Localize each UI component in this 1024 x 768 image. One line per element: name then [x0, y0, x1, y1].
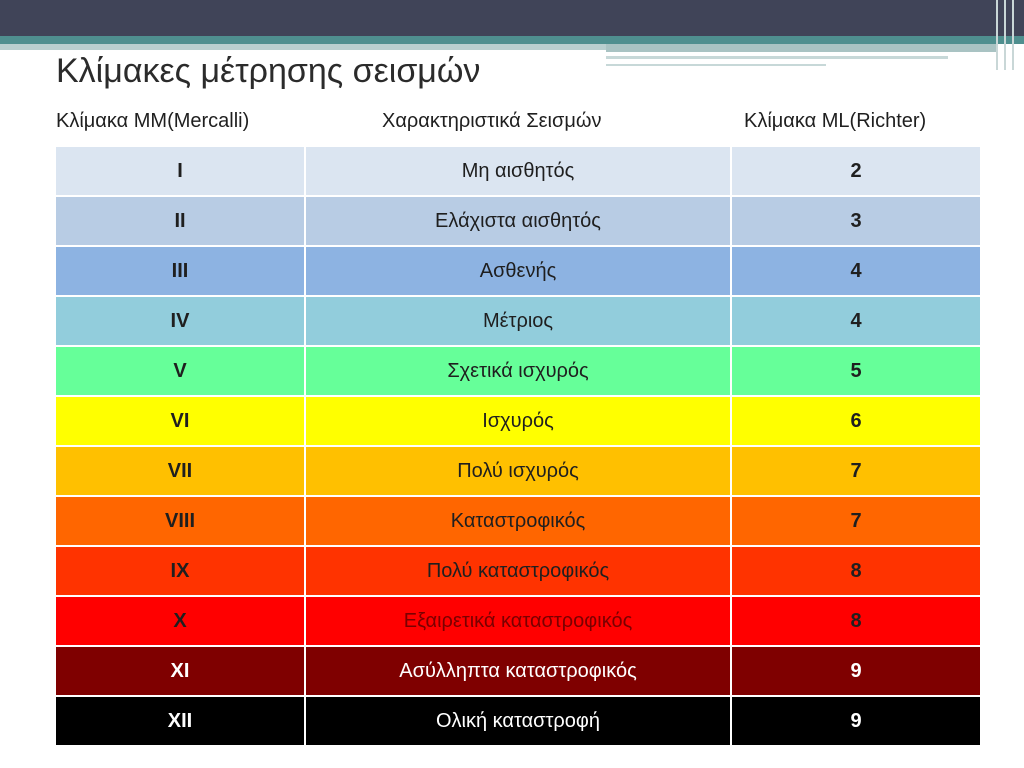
table-row [55, 496, 981, 546]
cell-mercalli: IX [55, 546, 305, 596]
table-row [55, 396, 981, 446]
decor-line [606, 56, 948, 59]
cell-richter: 8 [731, 546, 981, 596]
cell-richter: 8 [731, 596, 981, 646]
top-banner-teal [0, 36, 1024, 44]
header-characteristics: Χαρακτηριστικά Σεισμών [382, 110, 602, 132]
table-row [55, 346, 981, 396]
cell-description: Μέτριος [305, 296, 731, 346]
cell-richter: 9 [731, 646, 981, 696]
cell-description: Ελάχιστα αισθητός [305, 196, 731, 246]
cell-mercalli: IV [55, 296, 305, 346]
decor-line [606, 64, 826, 66]
cell-description: Σχετικά ισχυρός [305, 346, 731, 396]
page-title: Κλίμακες μέτρησης σεισμών [56, 52, 481, 90]
cell-mercalli: VII [55, 446, 305, 496]
decor-vertical-line [996, 0, 998, 70]
cell-description: Ισχυρός [305, 396, 731, 446]
cell-richter: 5 [731, 346, 981, 396]
earthquake-scale-table [54, 145, 982, 747]
cell-description: Ολική καταστροφή [305, 696, 731, 746]
table-row [55, 146, 981, 196]
table-row [55, 446, 981, 496]
cell-richter: 9 [731, 696, 981, 746]
cell-description: Ασθενής [305, 246, 731, 296]
cell-richter: 6 [731, 396, 981, 446]
cell-description: Ασύλληπτα καταστροφικός [305, 646, 731, 696]
decor-vertical-line [1004, 0, 1006, 70]
cell-mercalli: II [55, 196, 305, 246]
top-banner-dark [0, 0, 1024, 36]
top-banner-light [0, 44, 606, 50]
cell-richter: 7 [731, 446, 981, 496]
cell-description: Πολύ καταστροφικός [305, 546, 731, 596]
table-row [55, 596, 981, 646]
cell-description: Εξαιρετικά καταστροφικός [305, 596, 731, 646]
decor-vertical-line [1012, 0, 1014, 70]
decor-band [606, 44, 996, 52]
cell-description: Καταστροφικός [305, 496, 731, 546]
cell-mercalli: I [55, 146, 305, 196]
cell-mercalli: X [55, 596, 305, 646]
header-richter: Κλίμακα ML(Richter) [744, 110, 927, 132]
table-header [54, 110, 980, 140]
cell-description: Πολύ ισχυρός [305, 446, 731, 496]
cell-richter: 3 [731, 196, 981, 246]
cell-description: Μη αισθητός [305, 146, 731, 196]
table-row [55, 546, 981, 596]
header-mercalli: Κλίμακα MM(Mercalli) [56, 110, 250, 132]
cell-richter: 7 [731, 496, 981, 546]
cell-richter: 2 [731, 146, 981, 196]
cell-richter: 4 [731, 296, 981, 346]
cell-richter: 4 [731, 246, 981, 296]
table-row [55, 646, 981, 696]
table-row [55, 196, 981, 246]
cell-mercalli: VIII [55, 496, 305, 546]
table-row [55, 696, 981, 746]
cell-mercalli: VI [55, 396, 305, 446]
cell-mercalli: V [55, 346, 305, 396]
cell-mercalli: XI [55, 646, 305, 696]
table-row [55, 246, 981, 296]
table-row [55, 296, 981, 346]
cell-mercalli: XII [55, 696, 305, 746]
cell-mercalli: III [55, 246, 305, 296]
